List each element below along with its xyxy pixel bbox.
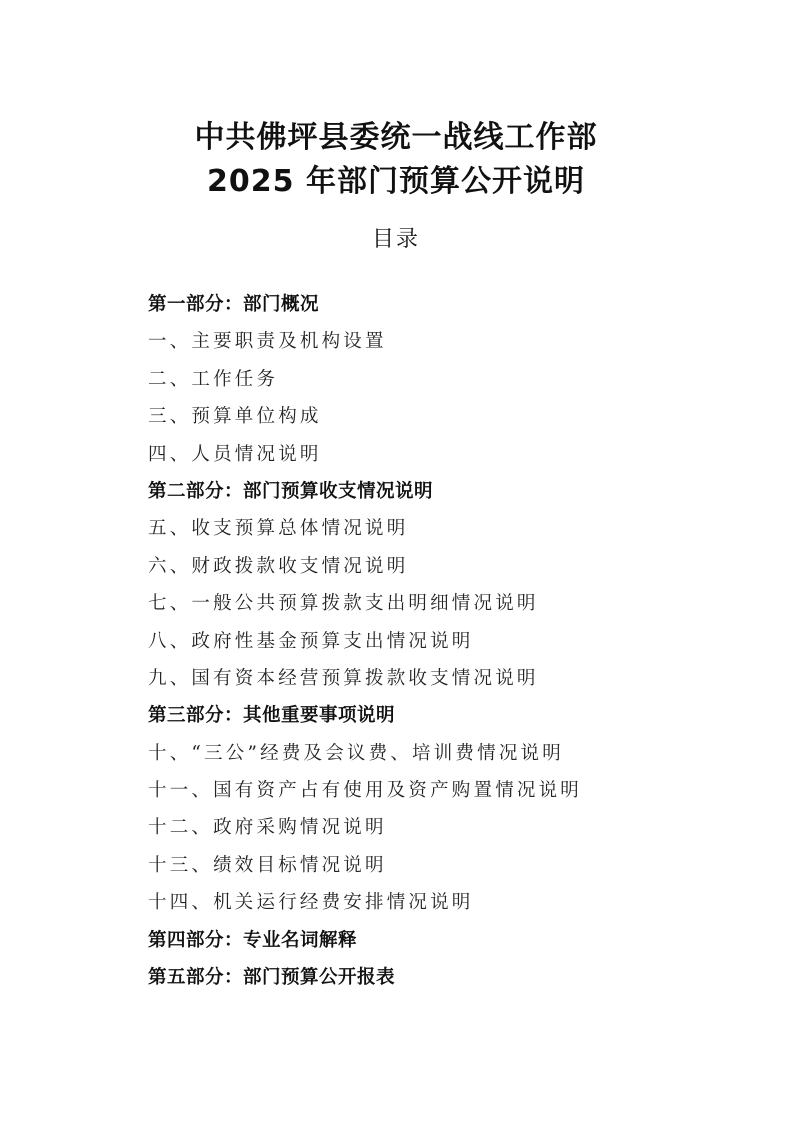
toc-item: 十四、机关运行经费安排情况说明 — [148, 892, 474, 914]
title-line-2: 2025 年部门预算公开说明 — [207, 164, 585, 199]
toc-part: 第五部分：部门预算公开报表 — [148, 967, 396, 989]
toc-item: 十三、绩效目标情况说明 — [148, 854, 387, 876]
toc-item: 三、预算单位构成 — [148, 406, 322, 428]
toc-part: 第一部分：部门概况 — [148, 294, 320, 315]
toc-part: 第三部分：其他重要事项说明 — [148, 705, 396, 727]
toc-item: 十一、国有资产占有使用及资产购置情况说明 — [148, 780, 583, 802]
title-line-1: 中共佛坪县委统一战线工作部 — [194, 120, 598, 155]
toc-heading: 目录 — [371, 227, 420, 252]
toc-item: 十二、政府采购情况说明 — [148, 817, 387, 839]
toc-item: 一、主要职责及机构设置 — [148, 331, 387, 353]
toc-item: 七、一般公共预算拨款支出明细情况说明 — [148, 593, 539, 615]
toc-item: 二、工作任务 — [148, 368, 279, 390]
toc-item: 九、国有资本经营预算拨款收支情况说明 — [148, 667, 539, 689]
table-of-contents — [148, 286, 708, 996]
toc-item: 十、“三公”经费及会议费、培训费情况说明 — [148, 742, 564, 764]
document-title — [0, 116, 792, 204]
toc-item: 四、人员情况说明 — [148, 443, 322, 465]
toc-item: 六、财政拨款收支情况说明 — [148, 555, 409, 577]
toc-part: 第二部分：部门预算收支情况说明 — [148, 480, 434, 502]
toc-part: 第四部分：专业名词解释 — [148, 929, 358, 951]
toc-item: 五、收支预算总体情况说明 — [148, 518, 409, 540]
toc-item: 八、政府性基金预算支出情况说明 — [148, 630, 474, 652]
